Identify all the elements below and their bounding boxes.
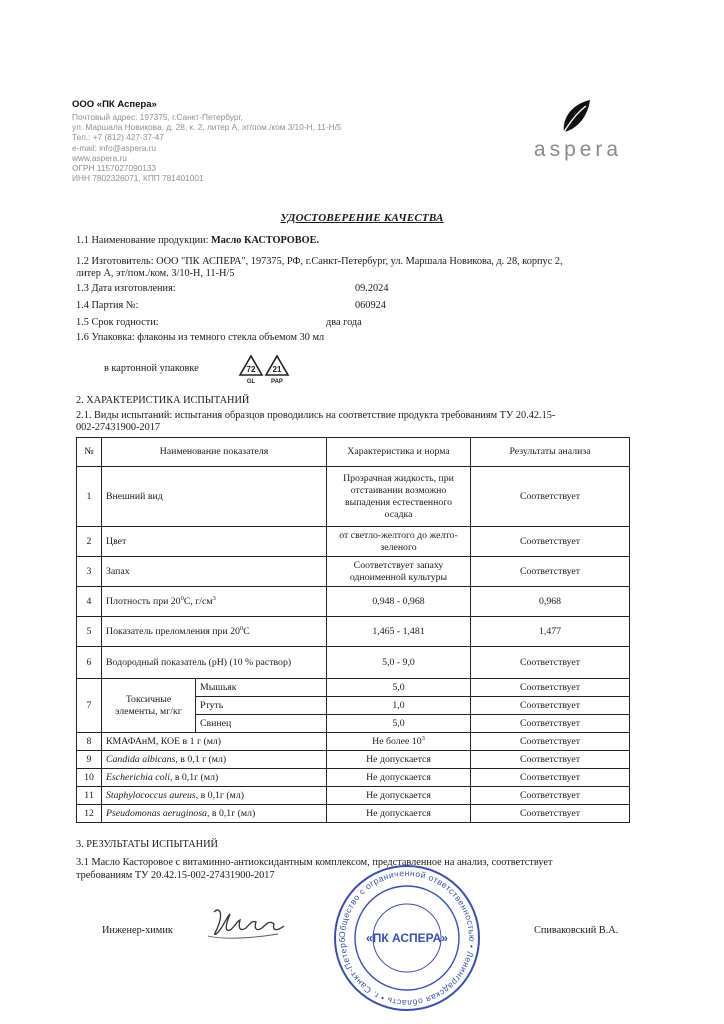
- company-street: ул. Маршала Новикова, д. 28, к. 2, литер А, эт/пом./ком 3/10-Н, 11-Н/5: [72, 122, 342, 133]
- row-result: 0,968: [471, 587, 630, 617]
- header-num: №: [77, 438, 102, 467]
- degree-sup: 0: [239, 624, 244, 632]
- company-stamp: [322, 862, 492, 1014]
- row-result: Соответствует: [471, 679, 630, 697]
- company-phone: Тел.: +7 (812) 427-37-47: [72, 132, 164, 143]
- refraction-unit: С: [243, 625, 250, 637]
- stamp-ring-text: Общество с ограниченной ответственностью • Ленинградская область • г. Санкт-Петерб: [336, 867, 478, 1009]
- row-norm: Не допускается: [327, 787, 471, 805]
- row-result: Соответствует: [471, 751, 630, 769]
- organism-name: Staphylococcus aureus: [106, 789, 196, 801]
- row-name: [102, 751, 327, 769]
- table-row: [77, 527, 630, 557]
- row-name: [102, 787, 327, 805]
- section-2-heading: 2. ХАРАКТЕРИСТИКА ИСПЫТАНИЙ: [76, 395, 250, 406]
- company-email: e-mail: info@aspera.ru: [72, 142, 157, 153]
- header-name: Наименование показателя: [102, 438, 327, 467]
- row-name: [102, 617, 327, 647]
- signer-name: Спиваковский В.А.: [534, 925, 619, 936]
- row-result: Соответствует: [471, 527, 630, 557]
- item-3-1-line2: требованиям ТУ 20.42.15-002-27431900-2017: [76, 870, 275, 881]
- row-result: Соответствует: [471, 805, 630, 823]
- row-result: 1,477: [471, 617, 630, 647]
- recycle-paper-icon: [264, 354, 290, 384]
- row-num: 1: [77, 467, 102, 527]
- recycle-glass-code: 72: [246, 365, 256, 374]
- organism-name: Candida albicans: [106, 753, 176, 765]
- degree-sup: 0: [180, 594, 184, 602]
- organism-unit: , в 0,1 г (мл): [175, 753, 227, 765]
- row-norm: Соответствует запаху одноименной культуры: [327, 557, 471, 587]
- cube-sup: 3: [212, 594, 216, 602]
- row-name: [102, 805, 327, 823]
- results-table: [76, 437, 630, 823]
- row-result: Соответствует: [471, 647, 630, 679]
- item-1-2-line1: 1.2 Изготовитель: ООО "ПК АСПЕРА", 197375, РФ, г.Санкт-Петербург, ул. Маршала Новикова, д. 28, корпус 2,: [76, 256, 563, 267]
- organism-unit: , в 0,1г (мл): [169, 771, 219, 783]
- row-result: Соответствует: [471, 467, 630, 527]
- row-name: Запах: [102, 557, 327, 587]
- packaging-box: в картонной упаковке: [104, 363, 199, 374]
- row-result: Соответствует: [471, 715, 630, 733]
- signature: [204, 900, 294, 946]
- row-norm: 5,0: [327, 679, 471, 697]
- row-num: 2: [77, 527, 102, 557]
- row-norm: 1,465 - 1,481: [327, 617, 471, 647]
- item-3-1-line1: 3.1 Масло Касторовое с витаминно-антиоксидантным комплексом, представленное на анализ, соответствует: [76, 857, 553, 868]
- section-3-heading: 3. РЕЗУЛЬТАТЫ ИСПЫТАНИЙ: [76, 839, 218, 850]
- row-norm: [327, 733, 471, 751]
- row-result: Соответствует: [471, 733, 630, 751]
- row-num: 10: [77, 769, 102, 787]
- organism-unit: , в 0,1г (мл): [206, 807, 256, 819]
- table-row: [77, 769, 630, 787]
- row-num: 4: [77, 587, 102, 617]
- row-norm: 5,0 - 9,0: [327, 647, 471, 679]
- item-2-1-line2: 002-27431900-2017: [76, 422, 161, 433]
- row-result: Соответствует: [471, 697, 630, 715]
- table-row: [77, 557, 630, 587]
- density-label: Плотность при 20: [106, 595, 181, 607]
- recycle-glass-icon: [238, 354, 264, 384]
- row-name: [102, 587, 327, 617]
- toxic-lead: Свинец: [196, 715, 327, 733]
- table-row: [77, 467, 630, 527]
- row-num: 7: [77, 679, 102, 733]
- recycle-paper-label: PAP: [271, 379, 283, 384]
- item-1-2-line2: литер А, эт/пом./ком. 3/10-Н, 11-Н/5: [76, 268, 235, 279]
- logo-wordmark: aspera: [533, 138, 623, 161]
- item-1-4-label: 1.4 Партия №:: [76, 300, 139, 311]
- row-name: Водородный показатель (pH) (10 % раствор): [102, 647, 327, 679]
- table-row: [77, 751, 630, 769]
- row-num: 9: [77, 751, 102, 769]
- product-name: Масло КАСТОРОВОЕ.: [211, 235, 320, 246]
- table-header-row: [77, 438, 630, 467]
- item-1-6: 1.6 Упаковка: флаконы из темного стекла объемом 30 мл: [76, 332, 325, 343]
- row-name: КМАФАнМ, КОЕ в 1 г (мл): [102, 733, 327, 751]
- row-norm: от светло-желтого до желто-зеленого: [327, 527, 471, 557]
- recycle-glass-label: GL: [246, 379, 256, 384]
- manufacture-date: 09.2024: [355, 283, 389, 294]
- row-result: Соответствует: [471, 769, 630, 787]
- recycle-paper-code: 21: [272, 365, 282, 374]
- toxic-arsenic: Мышьяк: [196, 679, 327, 697]
- item-1-3-label: 1.3 Дата изготовления:: [76, 283, 176, 294]
- row-name: Цвет: [102, 527, 327, 557]
- row-norm: Не допускается: [327, 769, 471, 787]
- table-row: [77, 587, 630, 617]
- aspera-logo: [522, 98, 634, 164]
- signer-position: Инженер-химик: [102, 925, 173, 936]
- company-address: Почтовый адрес: 197375, г.Санкт-Петербург,: [72, 112, 243, 122]
- row-num: 6: [77, 647, 102, 679]
- company-website: www.aspera.ru: [72, 152, 127, 163]
- row-result: Соответствует: [471, 557, 630, 587]
- row-norm: Не допускается: [327, 751, 471, 769]
- row-result: Соответствует: [471, 787, 630, 805]
- header-norm: Характеристика и норма: [327, 438, 471, 467]
- organism-unit: , в 0,1г (мл): [195, 789, 245, 801]
- row-norm: 0,948 - 0,968: [327, 587, 471, 617]
- leaf-icon: [558, 98, 594, 136]
- row-num: 11: [77, 787, 102, 805]
- item-2-1-line1: 2.1. Виды испытаний: испытания образцов проводились на соответствие продукта требованиям ТУ 20.42.15-: [76, 410, 556, 421]
- power-sup: 3: [421, 734, 425, 742]
- row-norm: Прозрачная жидкость, при отстаивании возможно выпадения естественного осадка: [327, 467, 471, 527]
- table-row: [77, 647, 630, 679]
- company-inn: ИНН 7802326071, КПП 781401001: [72, 173, 204, 184]
- row-norm: 5,0: [327, 715, 471, 733]
- row-norm: Не допускается: [327, 805, 471, 823]
- table-row: [77, 679, 630, 697]
- row-num: 12: [77, 805, 102, 823]
- refraction-label: Показатель преломления при 20: [106, 625, 240, 637]
- density-unit: С, г/см: [183, 595, 213, 607]
- toxic-mercury: Ртуть: [196, 697, 327, 715]
- table-row: [77, 617, 630, 647]
- stamp-center-text: «ПК АСПЕРА»: [366, 931, 448, 945]
- table-row: [77, 733, 630, 751]
- company-header: [72, 99, 412, 183]
- shelf-life: два года: [326, 317, 362, 328]
- item-1-1: [76, 234, 319, 247]
- cfu-limit: Не более 10: [372, 735, 422, 747]
- row-name: [102, 769, 327, 787]
- batch-number: 060924: [355, 300, 386, 311]
- table-row: [77, 805, 630, 823]
- organism-name: Pseudomonas aeruginosa: [106, 807, 207, 819]
- company-ogrn: ОГРН 1157027090133: [72, 163, 157, 174]
- company-name: ООО «ПК Аспера»: [72, 99, 157, 110]
- document-title: УДОСТОВЕРЕНИЕ КАЧЕСТВА: [280, 212, 444, 224]
- row-num: 3: [77, 557, 102, 587]
- table-row: [77, 787, 630, 805]
- row-num: 5: [77, 617, 102, 647]
- toxic-elements-label: Токсичные элементы, мг/кг: [102, 679, 196, 733]
- item-1-5-label: 1.5 Срок годности:: [76, 317, 159, 328]
- organism-name: Escherichia coli: [106, 771, 170, 783]
- header-result: Результаты анализа: [471, 438, 630, 467]
- row-name: Внешний вид: [102, 467, 327, 527]
- row-norm: 1,0: [327, 697, 471, 715]
- product-label: 1.1 Наименование продукции:: [76, 235, 209, 246]
- row-num: 8: [77, 733, 102, 751]
